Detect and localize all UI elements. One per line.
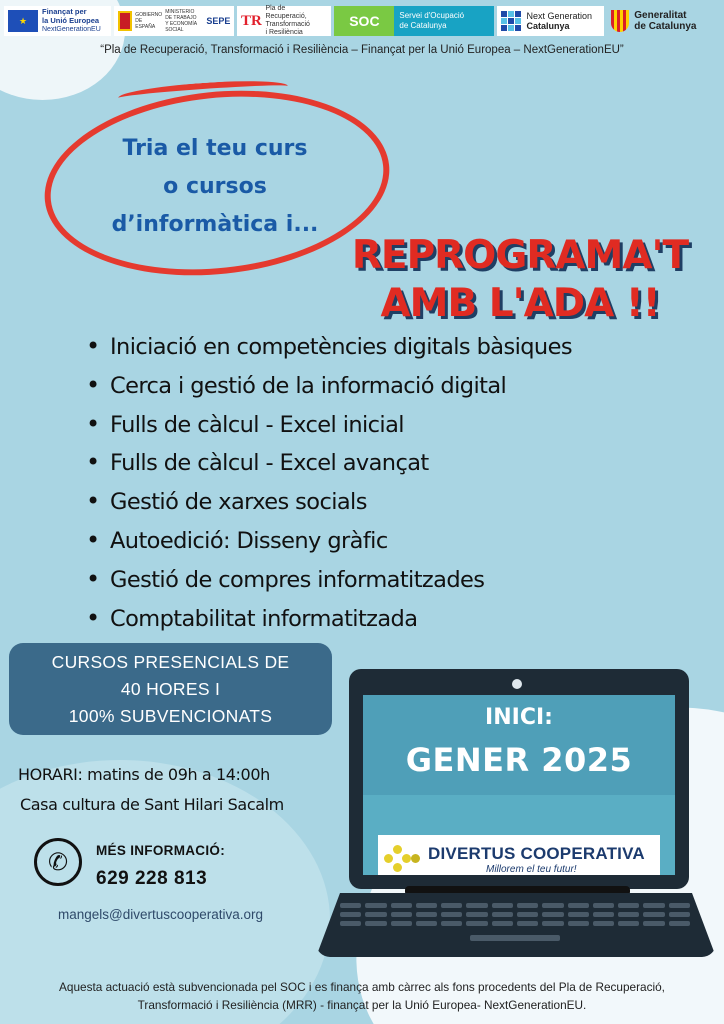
- ministry-line1: MINISTERIO: [165, 9, 195, 15]
- prtr-logo: [237, 6, 331, 36]
- sepe-label: SEPE: [206, 16, 231, 26]
- course-item: • Autoedició: Disseny gràfic: [86, 522, 572, 561]
- headline-line2: AMB L'ADA !!: [380, 281, 660, 326]
- presencial-line2: 40 HORES I: [120, 679, 221, 699]
- schedule-info: [18, 760, 338, 820]
- course-item: • Iniciació en competències digitals bàsiques: [86, 328, 572, 367]
- footer-line1: Aquesta actuació està subvencionada pel SOC i es finança amb càrrec als fons procedents del Pla de Recuperació,: [59, 980, 665, 994]
- eu-logo-line1: Finançat per: [42, 7, 87, 16]
- divertus-logo: [378, 835, 660, 875]
- eu-logo-line2: la Unió Europea: [42, 16, 100, 25]
- generalitat-shield-icon: [611, 10, 629, 32]
- intro-line1: Tria el teu curs: [122, 136, 308, 161]
- course-item: • Gestió de xarxes socials: [86, 483, 572, 522]
- course-item: • Gestió de compres informatitzades: [86, 561, 572, 600]
- laptop-illustration: [349, 669, 689, 889]
- prtr-line1: Pla de Recuperació,: [265, 5, 307, 20]
- intro-line2: o cursos: [163, 174, 267, 199]
- start-label: INICI:: [485, 705, 553, 730]
- footer-note: [0, 978, 724, 1014]
- funding-line: “Pla de Recuperació, Transformació i Resiliència – Finançat per la Unió Europea – NextGenerationEU”: [100, 44, 624, 56]
- course-item: • Fulls de càlcul - Excel inicial: [86, 406, 572, 445]
- soc-line1: Servei d'Ocupació: [399, 11, 465, 20]
- prtr-line2: Transformació: [265, 21, 310, 28]
- course-item: • Comptabilitat informatitzada: [86, 600, 572, 639]
- schedule-location: Casa cultura de Sant Hilari Sacalm: [20, 795, 284, 814]
- prtr-line3: i Resiliència: [265, 29, 303, 36]
- gobierno-logo: [114, 6, 235, 36]
- start-date: GENER 2025: [405, 741, 633, 779]
- ministry-line3: Y ECONOMÍA SOCIAL: [165, 21, 197, 33]
- headline: [320, 232, 720, 328]
- divertus-name: DIVERTUS COOPERATIVA: [428, 843, 645, 863]
- course-item: • Cerca i gestió de la informació digital: [86, 367, 572, 406]
- intro-line3: d’informàtica i...: [111, 212, 319, 237]
- soc-line2: de Catalunya: [399, 21, 447, 30]
- intro-text: [70, 130, 360, 244]
- eu-logo: [4, 6, 111, 36]
- course-item: • Fulls de càlcul - Excel avançat: [86, 444, 572, 483]
- laptop-camera: [512, 679, 522, 689]
- laptop-keys: [340, 903, 690, 926]
- presencial-line3: 100% SUBVENCIONATS: [68, 706, 273, 726]
- phone-icon: ✆: [34, 838, 82, 886]
- gob-line2: DE ESPAÑA: [135, 18, 156, 30]
- gen-line2: de Catalunya: [634, 21, 697, 32]
- gob-line1: GOBIERNO: [135, 12, 163, 18]
- logo-strip: [0, 0, 724, 42]
- soc-abbr: SOC: [334, 6, 394, 36]
- more-info-label: MÉS INFORMACIÓ:: [96, 843, 225, 858]
- phone-number[interactable]: 629 228 813: [96, 868, 208, 889]
- footer-line2: Transformació i Resiliència (MRR) - finançat per la Unió Europea- NextGenerationEU.: [137, 998, 587, 1012]
- divertus-dots-icon: [384, 841, 420, 875]
- next-gen-grid-icon: [501, 11, 521, 31]
- generalitat-logo: [607, 6, 720, 36]
- course-list: [86, 328, 572, 638]
- schedule-hours: HORARI: matins de 09h a 14:00h: [18, 765, 270, 784]
- ng-line1: Next Generation: [526, 11, 592, 21]
- spain-shield-icon: [118, 11, 132, 31]
- eu-flag-icon: ★: [8, 10, 38, 32]
- presencial-line1: CURSOS PRESENCIALS DE: [51, 652, 290, 672]
- next-generation-logo: [497, 6, 604, 36]
- email-link[interactable]: mangels@divertuscooperativa.org: [58, 907, 264, 922]
- eu-logo-line3: NextGenerationEU: [42, 26, 101, 33]
- ministry-line2: DE TRABAJO: [165, 15, 197, 21]
- headline-line1: REPROGRAMA'T: [351, 233, 689, 278]
- divertus-tagline: Millorem el teu futur!: [486, 863, 577, 875]
- presencial-box: [9, 643, 332, 735]
- laptop-screen: [363, 695, 675, 875]
- soc-logo: [334, 6, 494, 36]
- laptop-spacebar: [470, 935, 560, 941]
- gen-line1: Generalitat: [634, 10, 687, 21]
- prtr-mark-icon: TR: [241, 13, 262, 29]
- ng-line2: Catalunya: [526, 21, 570, 31]
